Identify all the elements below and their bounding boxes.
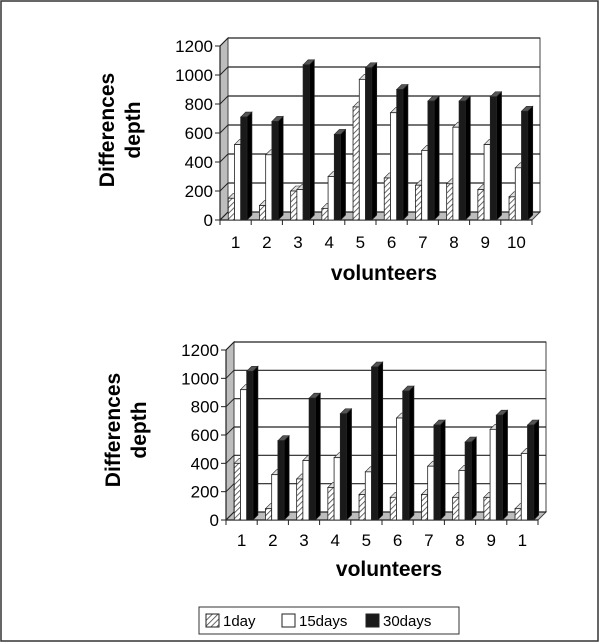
bar-front [390,497,396,520]
bar-front [334,458,340,520]
x-tick-label: 9 [486,531,496,550]
bar [278,436,289,520]
bar-side [253,366,258,520]
legend-label: 30days [383,613,432,630]
bar-side [497,92,502,220]
bar [372,362,383,520]
y-axis-title-line: Differences [102,372,125,488]
legend [199,607,459,634]
bar [241,112,252,220]
y-tick-label: 1200 [175,37,213,56]
bar-front [459,470,465,520]
x-tick-label: 8 [449,233,459,252]
bar-front [266,155,272,220]
bar-front [259,206,265,221]
x-tick-label: 5 [361,531,372,550]
y-tick-label: 800 [184,95,213,114]
bar-front [272,121,278,220]
bar-side [528,106,533,220]
bar-front [515,168,521,220]
bar-side [434,96,439,220]
bar-front [496,415,502,520]
bar [496,410,507,520]
bar-front [428,466,434,520]
legend-label: 15days [299,613,348,630]
bar-side [372,63,377,220]
y-tick-label: 0 [209,511,219,530]
x-axis-title: volunteers [330,262,438,285]
bar-front [359,79,365,220]
bar-front [422,150,428,220]
bar-front [240,390,246,520]
y-tick-label: 1200 [181,341,219,360]
bar-side [403,85,408,221]
x-tick-label: 4 [324,233,334,252]
y-tick-label: 400 [184,153,213,172]
y-tick-label: 0 [203,211,213,230]
y-axis-title-line: depth [122,101,145,159]
bar-side [409,386,414,520]
bar-front [459,101,465,220]
bar-front [297,479,303,520]
bar-front [353,107,359,220]
y-tick-label: 600 [190,426,219,445]
y-tick-label: 1000 [175,66,213,85]
bar-side [309,60,314,220]
bar-front [522,111,528,220]
bar-front [340,414,346,520]
bar-front [415,185,421,220]
bar [397,85,408,221]
bar [366,63,377,220]
bar-front [447,184,453,220]
legend-item [282,613,347,630]
bar-front [265,509,271,520]
y-tick-label: 800 [190,397,219,417]
bar [309,393,320,520]
bar-front [521,453,527,520]
bar [522,106,533,220]
x-tick-label: 7 [418,233,428,252]
x-tick-label: 6 [386,233,397,252]
bar [272,116,283,220]
legend-swatch [366,614,379,627]
bar-front [403,391,409,520]
bar-front [334,134,340,220]
bar [434,420,445,520]
x-tick-label: 2 [268,531,278,550]
bar-front [241,117,247,220]
bar-front [465,442,471,520]
x-tick-label: 8 [455,531,465,550]
bar-front [303,461,309,521]
y-axis-title-line: depth [128,401,151,459]
x-tick-label: 1 [517,531,528,550]
bar-front [297,190,303,220]
bar [465,437,476,520]
bar [428,96,439,220]
legend-swatch [282,614,295,627]
bar-front [322,208,328,220]
legend-label: 1day [223,613,256,630]
bar-front [509,197,515,220]
bar [340,409,351,520]
bar-front [365,472,371,520]
bar-front [397,90,403,221]
bar-side [247,112,252,220]
bar-side [347,409,352,520]
x-tick-label: 6 [392,531,403,550]
x-tick-label: 3 [293,233,303,252]
bar-front [291,191,297,220]
bar-front [434,425,440,520]
bar-front [396,418,402,520]
x-tick-label: 7 [424,531,434,550]
bar-front [328,487,334,520]
bar-side [278,116,283,220]
bar-side [378,362,383,520]
bar [490,92,501,220]
y-tick-label: 1000 [181,369,219,389]
bar-front [453,497,459,520]
bar-front [278,441,284,520]
bar-front [359,495,365,521]
bar-front [328,177,334,221]
bar [303,60,314,220]
bar-front [247,371,253,520]
bar-side [534,420,539,520]
bar-front [515,509,521,520]
bar-side [465,96,470,220]
bar-front [484,145,490,220]
bar [247,366,258,520]
bar-side [471,437,476,520]
x-tick-label: 9 [480,233,490,252]
bar-side [284,436,289,520]
bar-side [503,410,508,520]
bar-side [315,393,320,520]
y-tick-label: 200 [184,182,213,201]
bar [403,386,414,520]
bar-front [228,198,234,220]
bar-front [390,113,396,220]
bar-side [440,420,445,520]
y-tick-label: 400 [190,454,219,474]
x-tick-label: 1 [236,531,247,550]
bar-side [341,129,346,220]
bar-front [421,495,427,521]
x-tick-label: 5 [355,233,366,252]
bar-front [428,101,434,220]
bar-front [234,145,240,220]
bar-front [453,127,459,220]
bar-front [484,497,490,520]
x-tick-label: 3 [299,531,309,550]
y-tick-label: 200 [190,482,219,502]
x-tick-label: 10 [506,233,526,252]
bar-front [272,475,278,520]
bar-front [478,190,484,220]
bar-front [490,429,496,520]
bar [459,96,470,220]
bar-front [234,463,240,520]
y-tick-label: 600 [184,124,213,143]
x-tick-label: 2 [262,233,272,252]
legend-item [206,613,256,630]
bar-front [366,68,372,220]
bar-front [490,97,496,220]
bar-front [372,367,378,520]
x-tick-label: 4 [330,531,340,550]
bar-front [303,65,309,220]
y-axis-title-line: Differences [96,72,119,188]
bar-front [528,425,534,520]
bar [334,129,345,220]
x-tick-label: 1 [230,233,241,252]
bar [528,420,539,520]
legend-item [366,613,431,630]
legend-swatch [206,614,219,627]
bar-front [309,398,315,520]
x-axis-title: volunteers [335,558,443,581]
bar-front [384,178,390,220]
